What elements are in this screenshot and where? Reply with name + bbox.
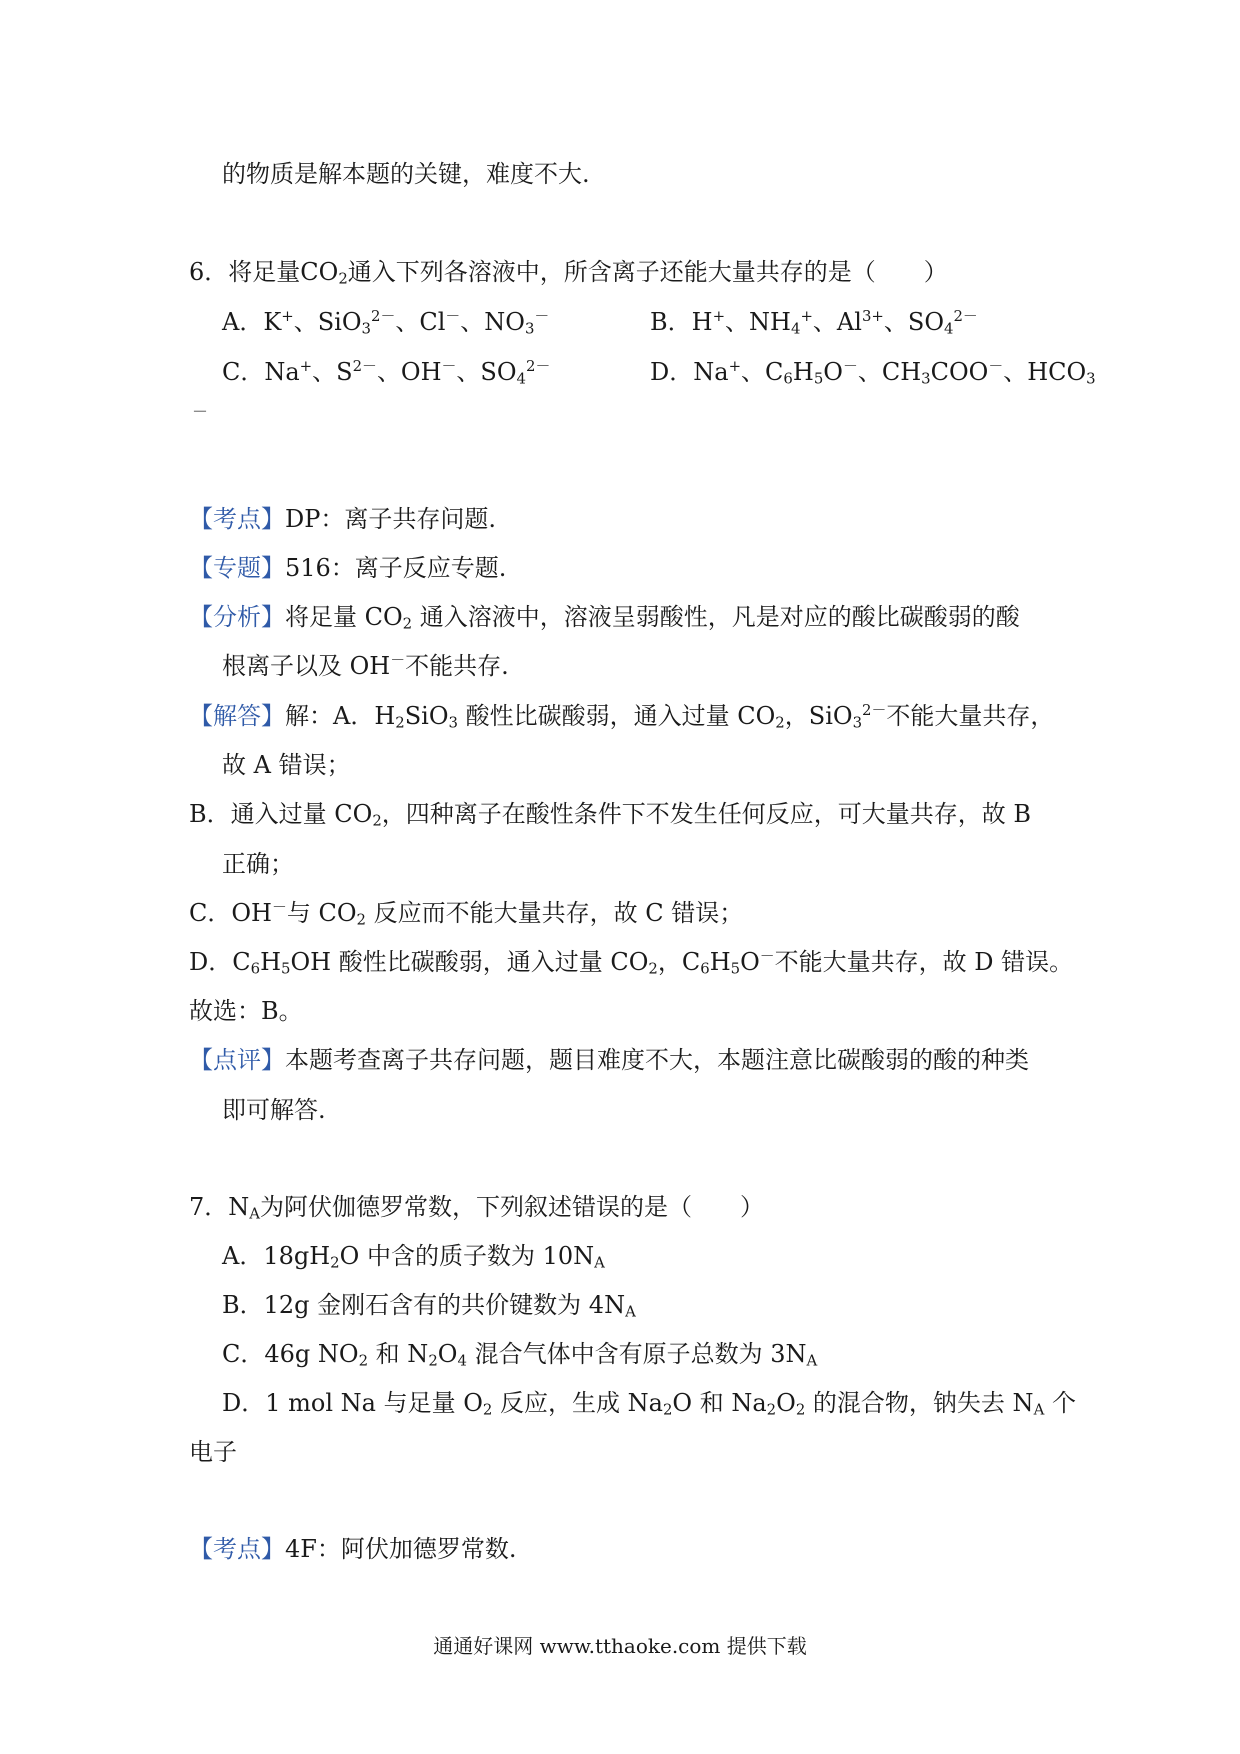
jieda-line-d: D．$C_6H_5OH$ 酸性比碳酸弱，通入过量 $CO_2$，$C_6H_5O^-$不能大量共存，故 D 错误。 xyxy=(189,947,1074,978)
fenxi-line: 【分析】将足量 $CO_2$ 通入溶液中，溶液呈弱酸性，凡是对应的酸比碳酸弱的酸 xyxy=(189,603,1020,633)
kaodian-line-7: 【考点】4F：阿伏加德罗常数. xyxy=(189,1535,517,1563)
question-7-option-d-2: 电子 xyxy=(189,1438,237,1466)
question-6-option-c: C．Na+、$S^{2-}$、OH－、$SO_4^{2-}$ xyxy=(222,357,551,388)
option-d-continuation: － xyxy=(192,402,209,421)
dianping-line-2: 即可解答. xyxy=(222,1096,326,1124)
question-6-option-a: A．K+、SiO$_3^{2-}$、Cl－、$NO_3^-$ xyxy=(222,307,550,338)
jieda-line-2: 故 A 错误； xyxy=(222,751,351,779)
kaodian-line: 【考点】DP：离子共存问题. xyxy=(189,505,497,533)
fenxi-line-2: 根离子以及 OH－不能共存. xyxy=(222,651,509,680)
text-line: 的物质是解本题的关键，难度不大. xyxy=(222,160,590,188)
question-7-option-c: C．46g $NO_2$ 和 $N_2O_4$ 混合气体中含有原子总数为 $3N_A$ xyxy=(222,1340,818,1370)
question-7-option-d: D．1 mol Na 与足量 $O_2$ 反应，生成 $Na_2O$ 和 $Na_2O_2$ 的混合物，钠失去 $N_A$ 个 xyxy=(222,1389,1076,1419)
jieda-line-b2: 正确； xyxy=(222,850,294,878)
question-7-stem: 7．$N_A$为阿伏伽德罗常数，下列叙述错误的是（ ） xyxy=(189,1193,765,1223)
jieda-line: 【解答】解：A．$H_2SiO_3$ 酸性比碳酸弱，通入过量 $CO_2$，SiO$_3^{2-}$不能大量共存， xyxy=(189,701,1055,732)
footer: 通通好课网 www.tthaoke.com 提供下载 xyxy=(433,1634,807,1658)
answer-line: 故选：B。 xyxy=(189,997,303,1025)
dianping-line: 【点评】本题考查离子共存问题，题目难度不大，本题注意比碳酸弱的酸的种类 xyxy=(189,1046,1029,1074)
question-6-option-b: B．H+、$NH_4^+$、$Al^{3+}$、$SO_4^{2-}$ xyxy=(650,307,978,338)
question-7-option-a: A．$18gH_2O$ 中含的质子数为 $10N_A$ xyxy=(222,1242,605,1272)
question-7-option-b: B．12g 金刚石含有的共价键数为 $4N_A$ xyxy=(222,1291,636,1321)
jieda-line-b: B．通入过量 $CO_2$，四种离子在酸性条件下不发生任何反应，可大量共存，故 B xyxy=(189,800,1032,830)
jieda-line-c: C．OH－与 $CO_2$ 反应而不能大量共存，故 C 错误； xyxy=(189,898,744,929)
zhuanti-line: 【专题】516：离子反应专题. xyxy=(189,554,507,582)
question-6-option-d: D．Na+、$C_6H_5O^-$、$CH_3COO^-$、$HCO_3$ xyxy=(650,357,1096,388)
question-6-stem: 6．将足量$CO_2$通入下列各溶液中，所含离子还能大量共存的是（ ） xyxy=(189,258,948,288)
